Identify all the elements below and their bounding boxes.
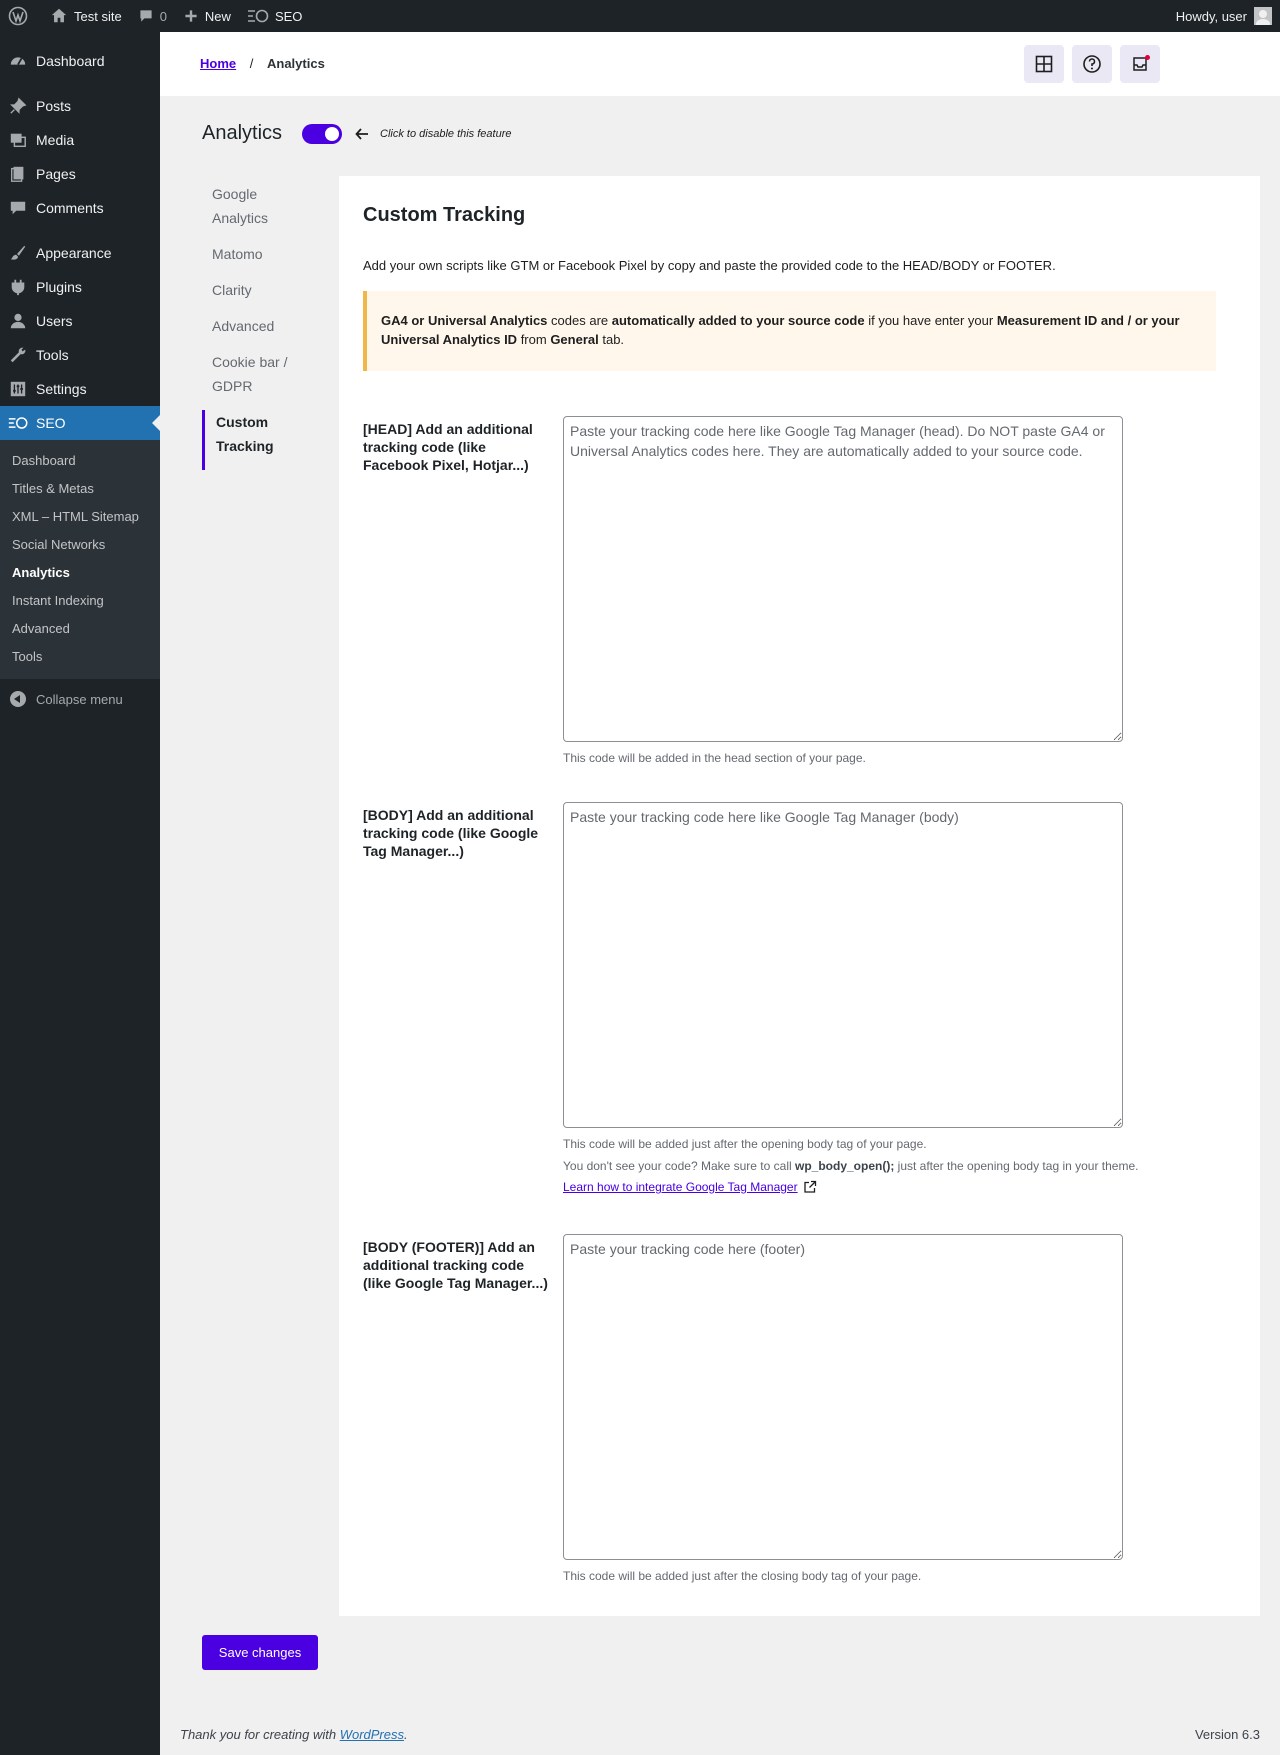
- arrow-left-icon: [354, 126, 370, 142]
- section-heading: Custom Tracking: [363, 204, 526, 226]
- footer-thanks: Thank you for creating with: [180, 1727, 340, 1742]
- wrench-icon: [8, 345, 28, 365]
- collapse-arrow-icon: [10, 691, 26, 707]
- footer-code-textarea[interactable]: [563, 1234, 1123, 1560]
- custom-tracking-card: [339, 176, 1260, 1616]
- head-code-label: [HEAD] Add an additional tracking code (like Facebook Pixel, Hotjar...): [363, 421, 533, 473]
- version-text: Version 6.3: [1194, 1727, 1260, 1742]
- submenu-item-analytics[interactable]: Analytics: [12, 565, 70, 580]
- feature-toggle[interactable]: [302, 124, 342, 144]
- sidebar-item-users[interactable]: [0, 304, 160, 338]
- footer-period: .: [404, 1727, 408, 1742]
- wordpress-link[interactable]: WordPress: [339, 1727, 404, 1742]
- submenu-item-advanced[interactable]: Advanced: [12, 621, 70, 636]
- sidebar-item-seo[interactable]: [0, 406, 160, 440]
- grid-button[interactable]: [1024, 45, 1064, 83]
- sidebar-item-label: Settings: [36, 381, 87, 397]
- wordpress-logo-icon[interactable]: [0, 0, 42, 32]
- sidebar-item-label: Tools: [36, 347, 69, 363]
- collapse-menu-button[interactable]: [0, 682, 160, 716]
- notice-text: GA4 or Universal Analytics: [381, 313, 548, 328]
- sidebar-item-label: Comments: [36, 200, 104, 216]
- sliders-icon: [8, 379, 28, 399]
- header-icon-group: [1024, 45, 1160, 83]
- breadcrumb-separator: /: [249, 56, 254, 71]
- external-link-icon: [803, 1180, 817, 1194]
- hint-code: wp_body_open();: [795, 1159, 895, 1173]
- breadcrumb: [200, 56, 325, 71]
- plug-icon: [8, 277, 28, 297]
- notification-dot: [1145, 55, 1150, 60]
- submenu-item-instant-indexing[interactable]: Instant Indexing: [12, 593, 104, 608]
- comment-icon: [8, 198, 28, 218]
- sidebar-item-label: Media: [36, 132, 75, 148]
- media-icon: [8, 130, 28, 150]
- sidebar-item-media[interactable]: [0, 123, 160, 157]
- body-open-hint: [563, 1158, 1138, 1174]
- tab-google-analytics[interactable]: Google Analytics: [212, 186, 269, 226]
- sidebar-item-posts[interactable]: [0, 89, 160, 123]
- toggle-knob: [325, 127, 339, 141]
- tab-custom-tracking[interactable]: Custom Tracking: [202, 410, 322, 470]
- notice-text: codes are: [547, 313, 612, 328]
- tab-cookie-bar[interactable]: Cookie bar / GDPR: [212, 354, 288, 394]
- hint-text: You don't see your code? Make sure to call: [563, 1159, 795, 1173]
- notice-text: Measurement ID and / or your Universal Analytics ID: [381, 313, 1180, 347]
- hint-text: just after the opening body tag in your theme.: [894, 1159, 1139, 1173]
- seo-label: SEO: [274, 8, 303, 24]
- gtm-guide-link[interactable]: [563, 1180, 817, 1194]
- tab-matomo[interactable]: Matomo: [212, 246, 263, 262]
- new-content-link[interactable]: [175, 0, 239, 32]
- seo-logo-icon: [8, 413, 28, 433]
- tab-advanced[interactable]: Advanced: [212, 318, 275, 334]
- notice-text: tab.: [598, 332, 625, 347]
- head-code-description: This code will be added in the head section of your page.: [563, 751, 866, 765]
- sidebar-item-appearance[interactable]: [0, 236, 160, 270]
- body-code-textarea[interactable]: [563, 802, 1123, 1128]
- section-intro: Add your own scripts like GTM or Facebook Pixel by copy and paste the provided code to the HEAD/BODY or FOOTER.: [363, 258, 1056, 273]
- comments-link[interactable]: [130, 0, 175, 32]
- sidebar-item-tools[interactable]: [0, 338, 160, 372]
- gtm-guide-link-label: Learn how to integrate Google Tag Manager: [563, 1180, 798, 1194]
- notice-text: General: [550, 332, 599, 347]
- seo-submenu: [0, 440, 160, 679]
- info-notice: [363, 291, 1216, 371]
- save-changes-button[interactable]: Save changes: [202, 1635, 318, 1670]
- sidebar-item-dashboard[interactable]: [0, 44, 160, 78]
- sidebar-item-settings[interactable]: [0, 372, 160, 406]
- notice-text: from: [517, 332, 551, 347]
- breadcrumb-home-link[interactable]: Home: [200, 56, 237, 71]
- submenu-item-social-networks[interactable]: Social Networks: [12, 537, 106, 552]
- body-code-description: This code will be added just after the opening body tag of your page.: [563, 1137, 927, 1151]
- submenu-item-sitemap[interactable]: XML – HTML Sitemap: [12, 509, 139, 524]
- admin-bar: [0, 0, 1280, 32]
- home-icon: [50, 7, 68, 25]
- sidebar-item-plugins[interactable]: [0, 270, 160, 304]
- help-icon: [1082, 54, 1102, 74]
- brush-icon: [8, 243, 28, 263]
- grid-icon: [1035, 55, 1053, 73]
- submenu-item-dashboard[interactable]: Dashboard: [12, 453, 76, 468]
- sidebar-item-label: SEO: [36, 415, 66, 431]
- sidebar-item-label: Users: [36, 313, 73, 329]
- notice-text: automatically added to your source code: [611, 313, 865, 328]
- user-icon: [8, 311, 28, 331]
- notifications-button[interactable]: [1120, 45, 1160, 83]
- new-label: New: [204, 8, 231, 24]
- breadcrumb-current: Analytics: [267, 56, 325, 71]
- submenu-item-titles-metas[interactable]: Titles & Metas: [12, 481, 94, 496]
- sidebar-item-label: Appearance: [36, 245, 112, 261]
- sidebar-item-label: Posts: [36, 98, 72, 114]
- dashboard-icon: [8, 51, 28, 71]
- page-title: Analytics: [202, 122, 283, 144]
- site-name: Test site: [74, 8, 122, 24]
- comment-bubble-icon: [138, 8, 154, 24]
- settings-tabs: [202, 182, 322, 470]
- pin-icon: [8, 96, 28, 116]
- sidebar-item-label: Plugins: [36, 279, 82, 295]
- body-code-label: [BODY] Add an additional tracking code (like Google Tag Manager...): [363, 807, 539, 859]
- head-code-textarea[interactable]: [563, 416, 1123, 742]
- seo-adminbar-link[interactable]: [239, 0, 310, 32]
- seo-top-header: [160, 32, 1280, 96]
- page-title-row: [202, 122, 511, 145]
- notice-text: if you have enter your: [864, 313, 997, 328]
- sidebar-item-label: Pages: [36, 166, 76, 182]
- footer-code-label: [BODY (FOOTER)] Add an additional tracking code (like Google Tag Manager...): [363, 1239, 548, 1291]
- submenu-item-tools[interactable]: Tools: [12, 649, 43, 664]
- help-button[interactable]: [1072, 45, 1112, 83]
- plus-icon: [183, 8, 199, 24]
- sidebar-item-comments[interactable]: [0, 191, 160, 225]
- toggle-hint: Click to disable this feature: [380, 127, 512, 140]
- site-name-link[interactable]: [42, 0, 130, 32]
- avatar: [1254, 7, 1272, 25]
- footer-code-description: This code will be added just after the closing body tag of your page.: [563, 1569, 922, 1583]
- admin-sidebar: [0, 32, 160, 1755]
- pages-icon: [8, 164, 28, 184]
- tab-clarity[interactable]: Clarity: [212, 282, 252, 298]
- sidebar-item-label: Dashboard: [36, 53, 105, 69]
- seo-logo-icon: [247, 9, 269, 23]
- sidebar-item-pages[interactable]: [0, 157, 160, 191]
- comments-count: 0: [159, 8, 167, 24]
- howdy-text: Howdy, user: [1175, 8, 1247, 24]
- admin-footer: [180, 1727, 408, 1742]
- collapse-menu-label: Collapse menu: [36, 691, 123, 707]
- my-account-link[interactable]: [1176, 7, 1280, 25]
